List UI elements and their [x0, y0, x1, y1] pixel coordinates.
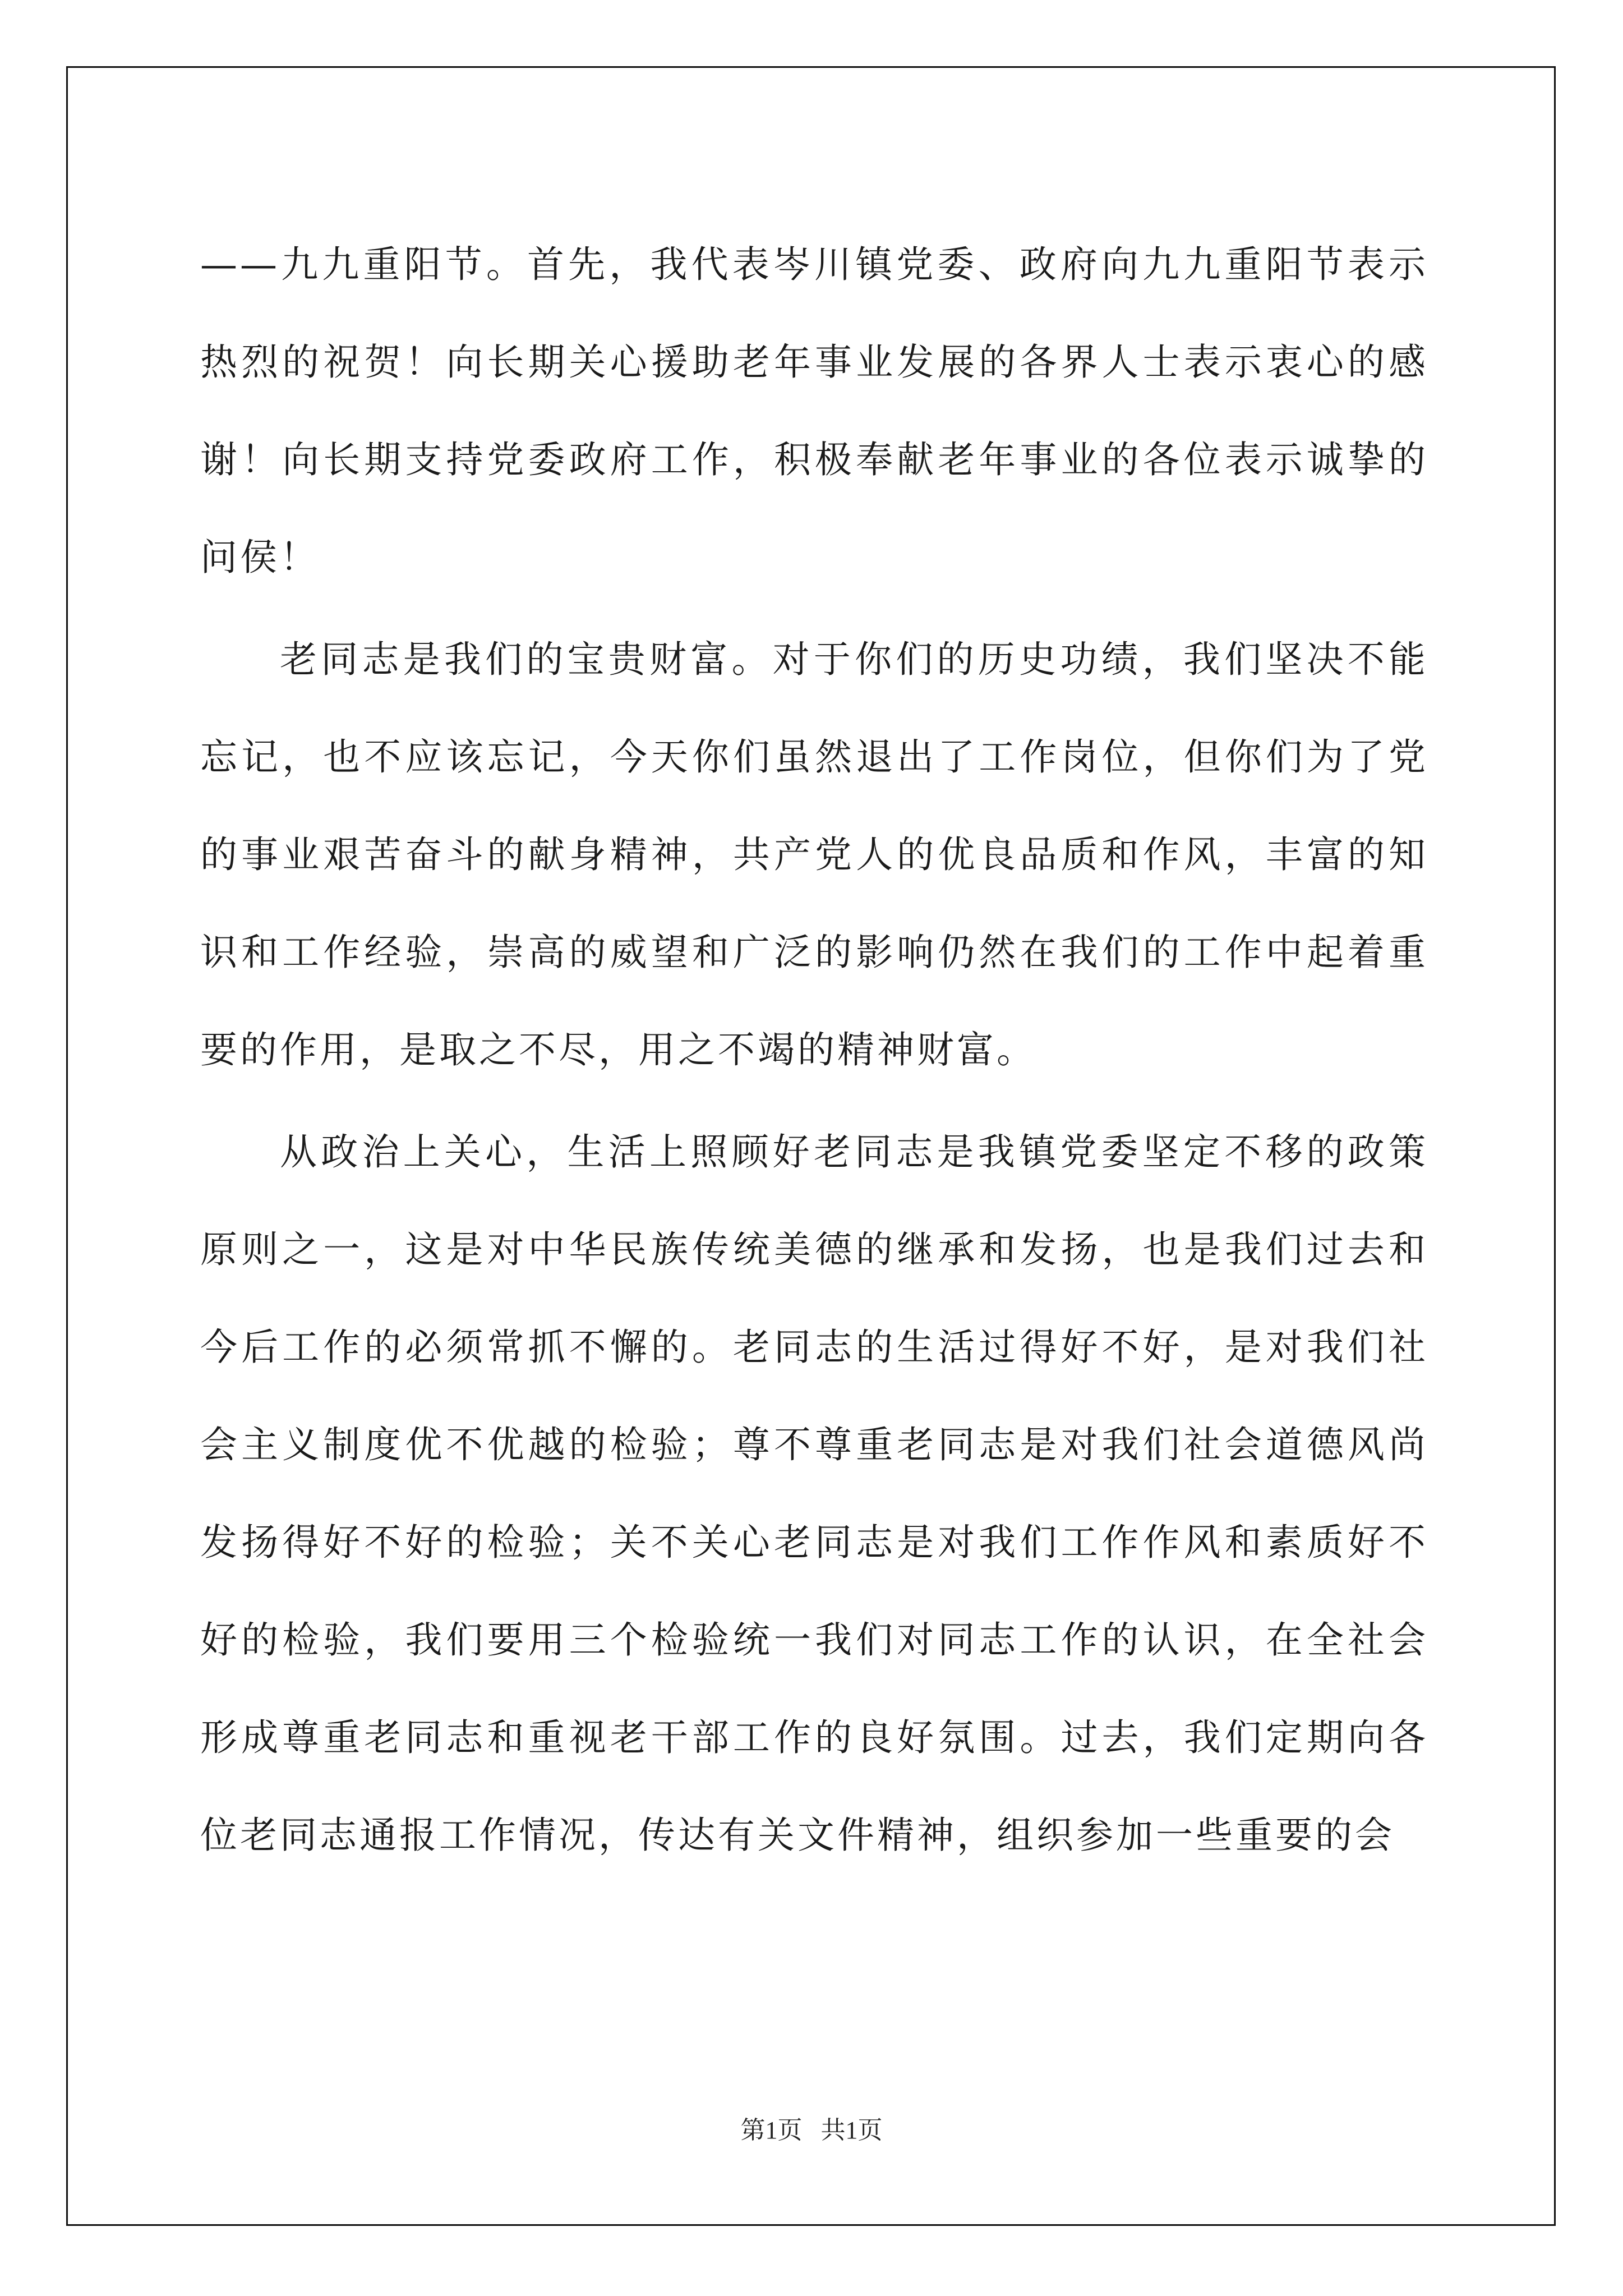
- paragraph-2: 老同志是我们的宝贵财富。对于你们的历史功绩，我们坚决不能忘记，也不应该忘记，今天你们虽然退出了工作岗位，但你们为了党的事业艰苦奋斗的献身精神，共产党人的优良品质和作风，丰富的知识和工作经验，崇高的威望和广泛的影响仍然在我们的工作中起着重要的作用，是取之不尽，用之不竭的精神财富。: [200, 638, 1428, 1071]
- page-number-footer: 第1页 共1页: [740, 2116, 883, 2144]
- paragraph-1: ——九九重阳节。首先，我代表岑川镇党委、政府向九九重阳节表示热烈的祝贺！向长期关心援助老年事业发展的各界人士表示衷心的感谢！向长期支持党委政府工作，积极奉献老年事业的各位表示诚挚的问侯！: [200, 243, 1428, 579]
- paragraph-3: 从政治上关心，生活上照顾好老同志是我镇党委坚定不移的政策原则之一，这是对中华民族传统美德的继承和发扬，也是我们过去和今后工作的必须常抓不懈的。老同志的生活过得好不好，是对我们社会主义制度优不优越的检验；尊不尊重老同志是对我们社会道德风尚发扬得好不好的检验；关不关心老同志是对我们工作作风和素质好不好的检验，我们要用三个检验统一我们对同志工作的认识，在全社会形成尊重老同志和重视老干部工作的良好氛围。过去，我们定期向各位老同志通报工作情况，传达有关文件精神，组织参加一些重要的会: [200, 1130, 1428, 1857]
- document-body: [200, 216, 1428, 1884]
